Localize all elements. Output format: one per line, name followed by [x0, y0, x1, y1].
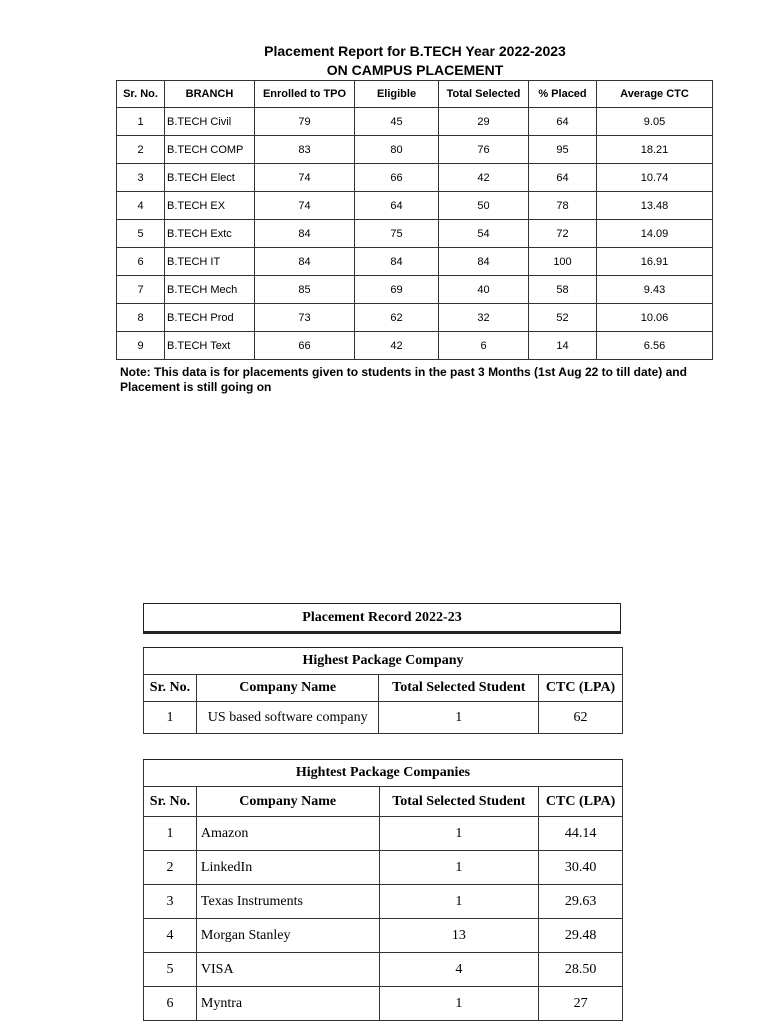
table-cell: 13.48 [597, 192, 713, 220]
table-cell: 76 [439, 136, 529, 164]
table-cell: 3 [117, 164, 165, 192]
table-cell: 8 [117, 304, 165, 332]
table-cell: 50 [439, 192, 529, 220]
table-cell: 40 [439, 276, 529, 304]
report-title: Placement Report for B.TECH Year 2022-2023 [264, 43, 566, 59]
table-row [144, 702, 623, 734]
table-cell: 1 [379, 885, 539, 919]
table-cell: B.TECH Text [165, 332, 255, 360]
column-header: % Placed [529, 81, 597, 108]
table-row [144, 987, 623, 1021]
table-cell: 9.43 [597, 276, 713, 304]
table-cell: 32 [439, 304, 529, 332]
table-cell: 64 [529, 108, 597, 136]
table-row [117, 192, 713, 220]
table-cell: 4 [379, 953, 539, 987]
table-cell: 1 [379, 987, 539, 1021]
table-row [144, 885, 623, 919]
table-cell: 7 [117, 276, 165, 304]
table-cell: 54 [439, 220, 529, 248]
table-cell: 75 [355, 220, 439, 248]
table-cell: 5 [117, 220, 165, 248]
table-row [117, 108, 713, 136]
table-cell: 13 [379, 919, 539, 953]
table-cell: 62 [539, 702, 623, 734]
table-cell: 64 [355, 192, 439, 220]
table-cell: 74 [255, 192, 355, 220]
table-cell: 72 [529, 220, 597, 248]
table-cell: 78 [529, 192, 597, 220]
report-subtitle: ON CAMPUS PLACEMENT [326, 62, 504, 78]
table-cell: B.TECH Elect [165, 164, 255, 192]
column-header: Sr. No. [117, 81, 165, 108]
table-row [144, 851, 623, 885]
table-cell: 18.21 [597, 136, 713, 164]
table-cell: B.TECH COMP [165, 136, 255, 164]
table-cell: Amazon [196, 817, 379, 851]
table-cell: B.TECH Extc [165, 220, 255, 248]
table-row [117, 332, 713, 360]
table-cell: US based software company [196, 702, 379, 734]
table-cell: 79 [255, 108, 355, 136]
table-cell: 29 [439, 108, 529, 136]
table-cell: LinkedIn [196, 851, 379, 885]
table-cell: 2 [144, 851, 197, 885]
table-cell: B.TECH Mech [165, 276, 255, 304]
column-header: Total Selected Student [379, 675, 539, 702]
table-row [117, 248, 713, 276]
table-cell: 66 [255, 332, 355, 360]
table-row [144, 953, 623, 987]
table-cell: 6 [117, 248, 165, 276]
branch-placement-table [116, 80, 713, 360]
table-row [117, 304, 713, 332]
table-cell: 14.09 [597, 220, 713, 248]
table-cell: B.TECH Prod [165, 304, 255, 332]
table-row [144, 919, 623, 953]
table-cell: 45 [355, 108, 439, 136]
column-header: Average CTC [597, 81, 713, 108]
table-cell: 16.91 [597, 248, 713, 276]
highest-package-companies-table [143, 759, 623, 1021]
column-header: BRANCH [165, 81, 255, 108]
table-cell: 1 [144, 702, 197, 734]
table-row [117, 220, 713, 248]
column-header: Enrolled to TPO [255, 81, 355, 108]
table-cell: Myntra [196, 987, 379, 1021]
table-cell: 30.40 [539, 851, 623, 885]
column-header: Total Selected Student [379, 787, 539, 817]
table-cell: 14 [529, 332, 597, 360]
column-header: Sr. No. [144, 787, 197, 817]
table-header-row [144, 787, 623, 817]
table-cell: 1 [379, 702, 539, 734]
table-cell: 84 [255, 220, 355, 248]
table-cell: B.TECH Civil [165, 108, 255, 136]
highest-package-table [143, 647, 623, 734]
table-cell: 74 [255, 164, 355, 192]
table-cell: 42 [439, 164, 529, 192]
table-cell: 58 [529, 276, 597, 304]
table-row [144, 817, 623, 851]
table-cell: 6.56 [597, 332, 713, 360]
table-cell: B.TECH EX [165, 192, 255, 220]
table-cell: 29.48 [539, 919, 623, 953]
table-cell: 6 [144, 987, 197, 1021]
table-cell: 44.14 [539, 817, 623, 851]
table-row [117, 164, 713, 192]
table-cell: 9.05 [597, 108, 713, 136]
column-header: Eligible [355, 81, 439, 108]
table-cell: 69 [355, 276, 439, 304]
table-cell: 29.63 [539, 885, 623, 919]
table-cell: 27 [539, 987, 623, 1021]
column-header: Company Name [196, 787, 379, 817]
table-cell: Morgan Stanley [196, 919, 379, 953]
table-cell: 85 [255, 276, 355, 304]
table-cell: 84 [355, 248, 439, 276]
table-cell: 1 [379, 851, 539, 885]
table-cell: VISA [196, 953, 379, 987]
table-row [117, 276, 713, 304]
table-caption: Hightest Package Companies [144, 760, 623, 787]
table-cell: 4 [144, 919, 197, 953]
table-cell: B.TECH IT [165, 248, 255, 276]
table-cell: 42 [355, 332, 439, 360]
table-cell: 1 [117, 108, 165, 136]
column-header: CTC (LPA) [539, 675, 623, 702]
column-header: Sr. No. [144, 675, 197, 702]
table-cell: 2 [117, 136, 165, 164]
table-cell: 10.06 [597, 304, 713, 332]
table-cell: 80 [355, 136, 439, 164]
table-cell: 52 [529, 304, 597, 332]
table-cell: 6 [439, 332, 529, 360]
table-cell: 62 [355, 304, 439, 332]
table-cell: 28.50 [539, 953, 623, 987]
table-header-row [144, 675, 623, 702]
table-cell: 1 [379, 817, 539, 851]
table-cell: 95 [529, 136, 597, 164]
table-cell: 9 [117, 332, 165, 360]
table-cell: 64 [529, 164, 597, 192]
table-cell: 5 [144, 953, 197, 987]
table-cell: 66 [355, 164, 439, 192]
column-header: Company Name [196, 675, 379, 702]
table-cell: 1 [144, 817, 197, 851]
table-cell: 10.74 [597, 164, 713, 192]
table-cell: Texas Instruments [196, 885, 379, 919]
table-row [117, 136, 713, 164]
table-caption: Highest Package Company [144, 648, 623, 675]
table-cell: 73 [255, 304, 355, 332]
table-cell: 84 [439, 248, 529, 276]
table-cell: 84 [255, 248, 355, 276]
table-cell: 3 [144, 885, 197, 919]
table-cell: 100 [529, 248, 597, 276]
column-header: CTC (LPA) [539, 787, 623, 817]
table-cell: 4 [117, 192, 165, 220]
column-header: Total Selected [439, 81, 529, 108]
table-cell: 83 [255, 136, 355, 164]
report-note: Note: This data is for placements given to students in the past 3 Months (1st Aug 22 to till date) and Placement is still going on [120, 365, 687, 394]
placement-record-title: Placement Record 2022-23 [143, 603, 621, 634]
table-header-row [117, 81, 713, 108]
